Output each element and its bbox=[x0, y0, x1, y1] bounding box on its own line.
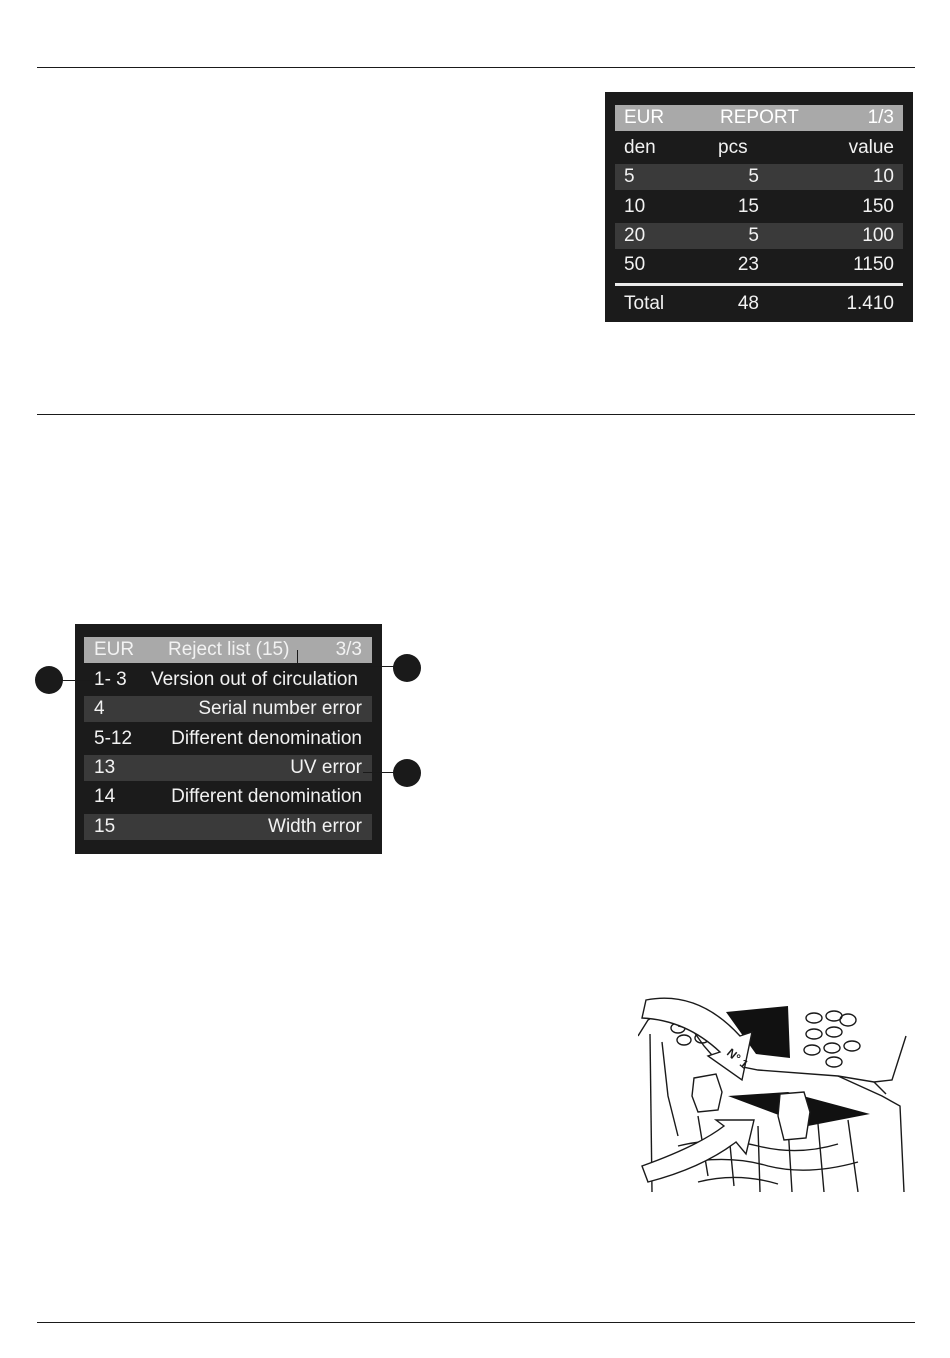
list-item bbox=[84, 814, 372, 840]
report-page: 1/3 bbox=[867, 107, 894, 128]
report-currency: EUR bbox=[624, 107, 665, 128]
middle-divider bbox=[37, 414, 915, 415]
reject-reason: Different denomination bbox=[171, 786, 362, 807]
reject-reason: UV error bbox=[290, 757, 362, 778]
callout-line-right bbox=[363, 772, 394, 773]
top-divider bbox=[37, 67, 915, 68]
reject-range: 13 bbox=[94, 757, 116, 778]
column-den: den bbox=[624, 137, 656, 158]
row-pcs: 15 bbox=[737, 196, 759, 217]
callout-line-left bbox=[62, 680, 94, 681]
callout-line-top-right-tick bbox=[297, 650, 298, 667]
table-row bbox=[615, 223, 903, 249]
reject-reason: Version out of circulation bbox=[150, 669, 358, 690]
row-value: 1150 bbox=[853, 254, 894, 275]
table-row bbox=[615, 194, 903, 220]
column-pcs: pcs bbox=[718, 137, 748, 158]
row-pcs: 5 bbox=[748, 225, 759, 246]
bottom-divider bbox=[37, 1322, 915, 1323]
reject-list-screen bbox=[75, 624, 382, 854]
reject-header bbox=[84, 637, 372, 663]
report-column-headers bbox=[615, 135, 903, 161]
table-row bbox=[615, 164, 903, 190]
list-item bbox=[84, 784, 372, 810]
reject-reason: Serial number error bbox=[198, 698, 362, 719]
reject-page: 3/3 bbox=[335, 639, 362, 660]
reject-range: 14 bbox=[94, 786, 116, 807]
row-value: 100 bbox=[862, 225, 894, 246]
row-pcs: 23 bbox=[737, 254, 759, 275]
row-den: 10 bbox=[624, 196, 646, 217]
report-header bbox=[615, 105, 903, 131]
row-value: 10 bbox=[872, 166, 894, 187]
report-title: REPORT bbox=[720, 107, 799, 128]
list-item bbox=[84, 726, 372, 752]
reject-currency: EUR bbox=[94, 639, 135, 660]
callout-marker-right bbox=[393, 759, 421, 787]
reject-range: 15 bbox=[94, 816, 116, 837]
list-item bbox=[84, 755, 372, 781]
reject-range: 4 bbox=[94, 698, 105, 719]
table-row bbox=[615, 252, 903, 278]
callout-line-top-right bbox=[297, 666, 394, 667]
row-den: 20 bbox=[624, 225, 646, 246]
reject-range: 5-12 bbox=[94, 728, 133, 749]
reject-reason: Different denomination bbox=[171, 728, 362, 749]
row-den: 5 bbox=[624, 166, 635, 187]
list-item bbox=[84, 696, 372, 722]
reject-title: Reject list (15) bbox=[168, 639, 290, 660]
row-value: 150 bbox=[862, 196, 894, 217]
total-separator bbox=[615, 283, 903, 286]
row-den: 50 bbox=[624, 254, 646, 275]
number-one-label: N° 1 bbox=[724, 1045, 752, 1072]
column-value: value bbox=[848, 137, 894, 158]
banknote-counter-illustration bbox=[638, 996, 910, 1192]
callout-marker-top-right bbox=[393, 654, 421, 682]
list-item bbox=[84, 667, 372, 693]
reject-range: 1- 3 bbox=[94, 669, 127, 690]
report-screen bbox=[605, 92, 913, 322]
total-label: Total bbox=[624, 293, 665, 314]
callout-marker-left bbox=[35, 666, 63, 694]
total-row bbox=[615, 291, 903, 317]
reject-reason: Width error bbox=[268, 816, 362, 837]
total-value: 1.410 bbox=[846, 293, 894, 314]
total-pcs: 48 bbox=[737, 293, 759, 314]
row-pcs: 5 bbox=[748, 166, 759, 187]
callout-line-left-tick bbox=[93, 677, 94, 684]
